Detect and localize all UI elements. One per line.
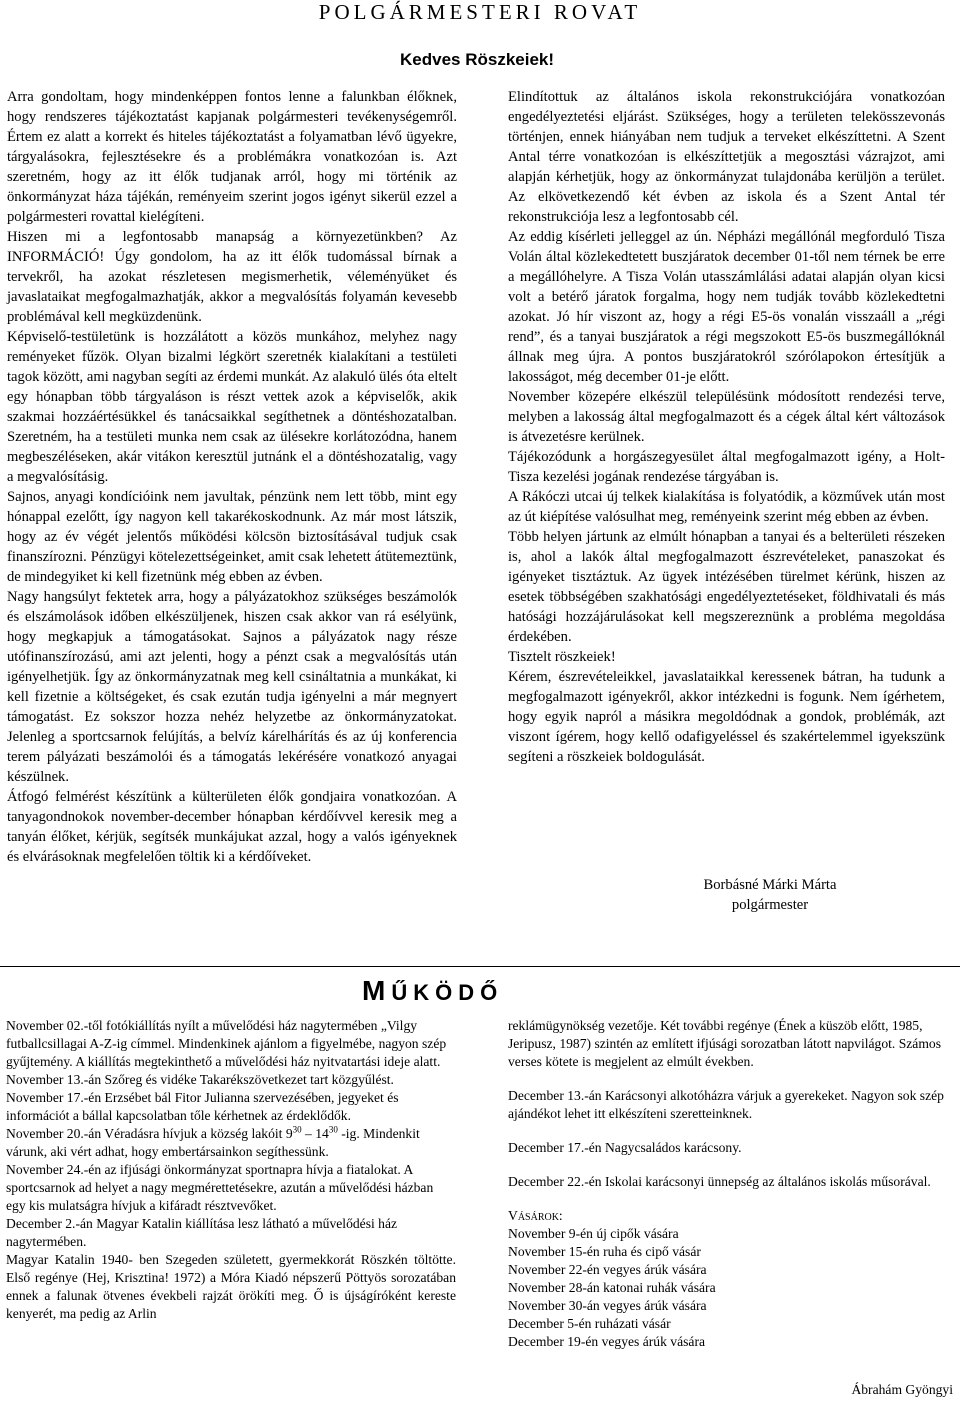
market-item: November 22-én vegyes árúk vására bbox=[508, 1262, 707, 1277]
greeting: Kedves Röszkeiek! bbox=[400, 50, 555, 69]
market-item: November 15-én ruha és cipő vásár bbox=[508, 1244, 701, 1259]
paragraph: November közepére elkészül településünk módosított rendezési terve, melyben a lakosság által megfogalmazott és a cégek által kért változások is átvezetésre kerülnek. bbox=[508, 389, 945, 445]
market-item: November 28-án katonai ruhák vására bbox=[508, 1280, 716, 1295]
event-item: November 02.-től fotókiállítás nyílt a művelődési ház nagytermében „Vilgy futballcsillagai A-Z-ig címmel. Mindenkinek ajánlom a figyelmébe, nagyon szép gyűjtemény. A kiállítás megtekinthető a művelődési ház nyitvatartási ideje alatt. bbox=[6, 1018, 447, 1069]
page-header bbox=[0, 0, 960, 30]
market-item: December 19-én vegyes árúk vására bbox=[508, 1334, 706, 1349]
events-right-column bbox=[508, 1017, 958, 1351]
section-title-initial: M bbox=[362, 975, 392, 1006]
paragraph: Több helyen jártunk az elmúlt hónapban a tanyai és a belterületi részeken is, ahol a lakók által megfogalmazott észrevételeket, panaszokat és igényeket tisztáztuk. Az ügyek intézésében türelmet kérünk, hiszen az esetek többségében szakhatósági engedélyeztetéseket, földhivatali és más hatósági hozzájárulásokat kell megszereznünk a probléma megoldása érdekében. bbox=[508, 529, 945, 645]
event-item: December 22.-én Iskolai karácsonyi ünnepség az általános iskolás műsorával. bbox=[508, 1174, 931, 1189]
paragraph: A Rákóczi utcai új telkek kialakítása is folyatódik, a közművek után most az út kiépítése valósulhat meg, reményeink szerint még ebben az évben. bbox=[508, 489, 945, 525]
market-item: November 30-án vegyes árúk vására bbox=[508, 1298, 707, 1313]
paragraph: Hiszen mi a legfontosabb manapság a környezetünkben? Az INFORMÁCIÓ! Úgy gondolom, ha az itt élők tudomással bírnak a tervekről, ha azokat részletesen megismerhetik, véleményüket és javaslataikat megfogalmazhatják, akkor a megvalósítás folyamán kevesebb problémával kell megküzdenünk. bbox=[7, 229, 457, 325]
section-divider bbox=[0, 966, 960, 967]
superscript: 30 bbox=[328, 1124, 338, 1135]
superscript: 30 bbox=[292, 1124, 302, 1135]
header-title: POLGÁRMESTERI ROVAT bbox=[318, 0, 642, 24]
event-item-blood-donation bbox=[6, 1125, 456, 1161]
left-column bbox=[7, 87, 457, 867]
paragraph: Tisztelt röszkeiek! bbox=[508, 649, 616, 665]
event-item: November 24.-én az ifjúsági önkormányzat sportnapra hívja a fiatalokat. A sportcsarnok ad helyet a nagy megmérettetésekre, azután a művelődési házban egy kis mulatságra hívjuk a kifáradt résztvevőket. bbox=[6, 1162, 434, 1213]
text: November 20.-án Véradásra hívjuk a község lakóit 9 bbox=[6, 1126, 293, 1141]
event-item: November 17.-én Erzsébet bál Fitor Julianna szervezésében, jegyeket és információt a bállal kapcsolatban tőle kérhetnek az érdeklődők. bbox=[6, 1090, 399, 1123]
event-item: December 13.-án Karácsonyi alkotóházra várjuk a gyerekeket. Nagyon sok szép ajándékot lehet itt elkészíteni szeretteinknek. bbox=[508, 1088, 944, 1121]
right-column bbox=[508, 87, 945, 767]
section-title bbox=[358, 975, 507, 1007]
paragraph: Kérem, észrevételeikkel, javaslataikkal keressenek bátran, ha tudunk a megfogalmazott igényekről, akkor intézkedni is fogunk. Nem ígérhetem, hogy egyik napról a másikra megoldódnak a gondok, problémák, azt viszont ígérem, hogy kellő odafigyeléssel és szakértelemmel igyekszünk segíteni a röszkeiek boldogulását. bbox=[508, 669, 945, 765]
paragraph: Az eddig kísérleti jelleggel az ún. Népházi megállónál megforduló Tisza Volán által közlekedtetett buszjáratok december 01-től nem térnek be erre a megállóhelyre. A Tisza Volán utasszámlálási adatai alapján olyan kicsi volt a betérő járatok forgalma, hogy nem tudják tovább közlekedtetni azokat. Jó hír viszont az, hogy a régi E5-ös vonalán visszaáll a „régi rend”, és a tanyai buszjáratok a régi megszokott E5-ös buszmegállóknál állnak meg újra. A pontos buszjáratokról szórólapokon értesítjük a lakosságot, még december 01-je előtt. bbox=[508, 229, 945, 385]
signature bbox=[660, 875, 880, 915]
paragraph: Átfogó felmérést készítünk a külterületen élők gondjaira vonatkozóan. A tanyagondnokok november-december hónapban kérdőívvel keresik meg a tanyán élőket, kérjük, segítsék munkájukat azzal, hogy a valós igényeknek és elvárásoknak megfelelően töltik ki a kérdőíveket. bbox=[7, 789, 457, 865]
author-name: Ábrahám Gyöngyi bbox=[851, 1382, 953, 1397]
signature-name: Borbásné Márki Márta bbox=[703, 877, 837, 893]
section-title-rest: ŰKÖDŐ bbox=[391, 980, 504, 1005]
market-item: December 5-én ruházati vásár bbox=[508, 1316, 671, 1331]
paragraph: Arra gondoltam, hogy mindenképpen fontos lenne a falunkban élőknek, hogy rendszeres tájékoztatást kapjanak polgármesteri tevékenységemről. Értem ez alatt a korrekt és hiteles tájékoztatást a folyamatban lévő ügyekre, tárgyalásokra, fejlesztésekre és a problémákra vonatkozóan is. Azt szeretném, hogy az itt élők tudjanak arról, hogy mi történik az önkormányzat háza tájékán, reményeim szerint jogos igényt sikerül ezzel a polgármesteri rovattal kielégíteni. bbox=[7, 89, 457, 225]
event-item: November 13.-án Szőreg és vidéke Takarékszövetkezet tart közgyűlést. bbox=[6, 1072, 394, 1087]
text: – 14 bbox=[301, 1126, 329, 1141]
signature-title: polgármester bbox=[731, 897, 809, 913]
event-item: December 2.-án Magyar Katalin kiállítása lesz látható a művelődési ház nagytermében. bbox=[6, 1216, 398, 1249]
paragraph: Tájékozódunk a horgászegyesület által megfogalmazott igény, a Holt-Tisza kezelési jogának rendezése tárgyában is. bbox=[508, 449, 945, 485]
paragraph: Képviselő-testületünk is hozzálátott a közös munkához, melyhez nagy reményeket fűzök. Olyan bizalmi légkört szeretnék kialakítani a testületi tagok között, ami nagyban segíti az érdemi munkát. Az alakuló ülés óta eltelt egy hónapban több tárgyaláson is részt vettek azok a képviselők, akik szakmai hozzáértésükkel és tanácsaikkal segíthetnek a döntéshozatalban. Szeretném, ha a testületi munka nem csak az ülésekre korlátozódna, hanem megbeszéléseken, akár vitákon keresztül jutnánk el a döntéshozatalig, vagy a megvalósításig. bbox=[7, 329, 457, 485]
event-item: December 17.-én Nagycsaládos karácsony. bbox=[508, 1140, 742, 1155]
events-left-column bbox=[6, 1017, 456, 1323]
event-item: reklámügynökség vezetője. Két további regénye (Ének a küszöb előtt, 1985, Jeripusz, 1987) szintén az említett ifjúsági sorozatban látott napvilágot. Számos verses kötete is megjelent az elmúlt években. bbox=[508, 1018, 942, 1069]
text: -ig. Mindenkit várunk, aki vért adhat, hogy embertársainkon segíthessünk. bbox=[6, 1126, 420, 1159]
paragraph: Nagy hangsúlyt fektetek arra, hogy a pályázatokhoz szükséges beszámolók és elszámolások időben elkészüljenek, hiszen csak akkor van rá esélyünk, hogy megkapjuk a támogatásokat. Sajnos a pályázatok nagy része utófinanszírozású, ami azt jelenti, hogy a pénzt csak a megvalósítás után igényelhetjük. Így az önkormányzatnak meg kell csináltatnia a munkákat, ki kell fizetnie a költségeket, és csak ezután tudja igényelni a már megnyert támogatást. Ez sokszor hozza nehéz helyzetbe az önkormányzatokat. Jelenleg a sportcsarnok felújítás, a belvíz kárelhárítás és az új konferencia terem pályázati beszámolói és a támogatás lekérésére vonatkozó anyagai készülnek. bbox=[7, 589, 457, 785]
paragraph: Elindítottuk az általános iskola rekonstrukciójára vonatkozóan engedélyeztetési eljárást. Szükséges, hogy a területen telekösszevonás történjen, ennek hiányában nem tudjuk a terveket elkészíttetni. A Szent Antal térre vonatkozóan is elkészíttetjük a megosztási vázrajzot, ami alapján kérhetjük, hogy az önkormányzat tulajdonába kerüljön a terület. Az elkövetkezendő két évben az iskola és a Szent Antal tér rekonstrukciója lesz a legfontosabb cél. bbox=[508, 89, 945, 225]
paragraph: Sajnos, anyagi kondícióink nem javultak, pénzünk nem lett több, mint egy hónappal ezelőtt, így nagyon kell takarékoskodnunk. Az már most látszik, hogy az év végét jelentős működési kölcsön biztosításával tudjuk csak finanszírozni. Pénzügyi kötelezettségeinket, amit csak lehetett átütemeztünk, de mindegyiket ki kell fizetnünk még ebben az évben. bbox=[7, 489, 457, 585]
markets-heading: Vásárok: bbox=[508, 1208, 563, 1223]
event-item: Magyar Katalin 1940- ben Szegeden született, gyermekkorát Röszkén töltötte. Első regénye (Hej, Krisztina! 1972) a Móra Kiadó népszerű Pöttyös sorozatában ennek a falunak ötvenes évekbeli rajzát örökíti meg. Ő is újságíróként kereste kenyerét, ma pedig az Arlin bbox=[6, 1252, 456, 1321]
market-item: November 9-én új cipők vására bbox=[508, 1226, 679, 1241]
